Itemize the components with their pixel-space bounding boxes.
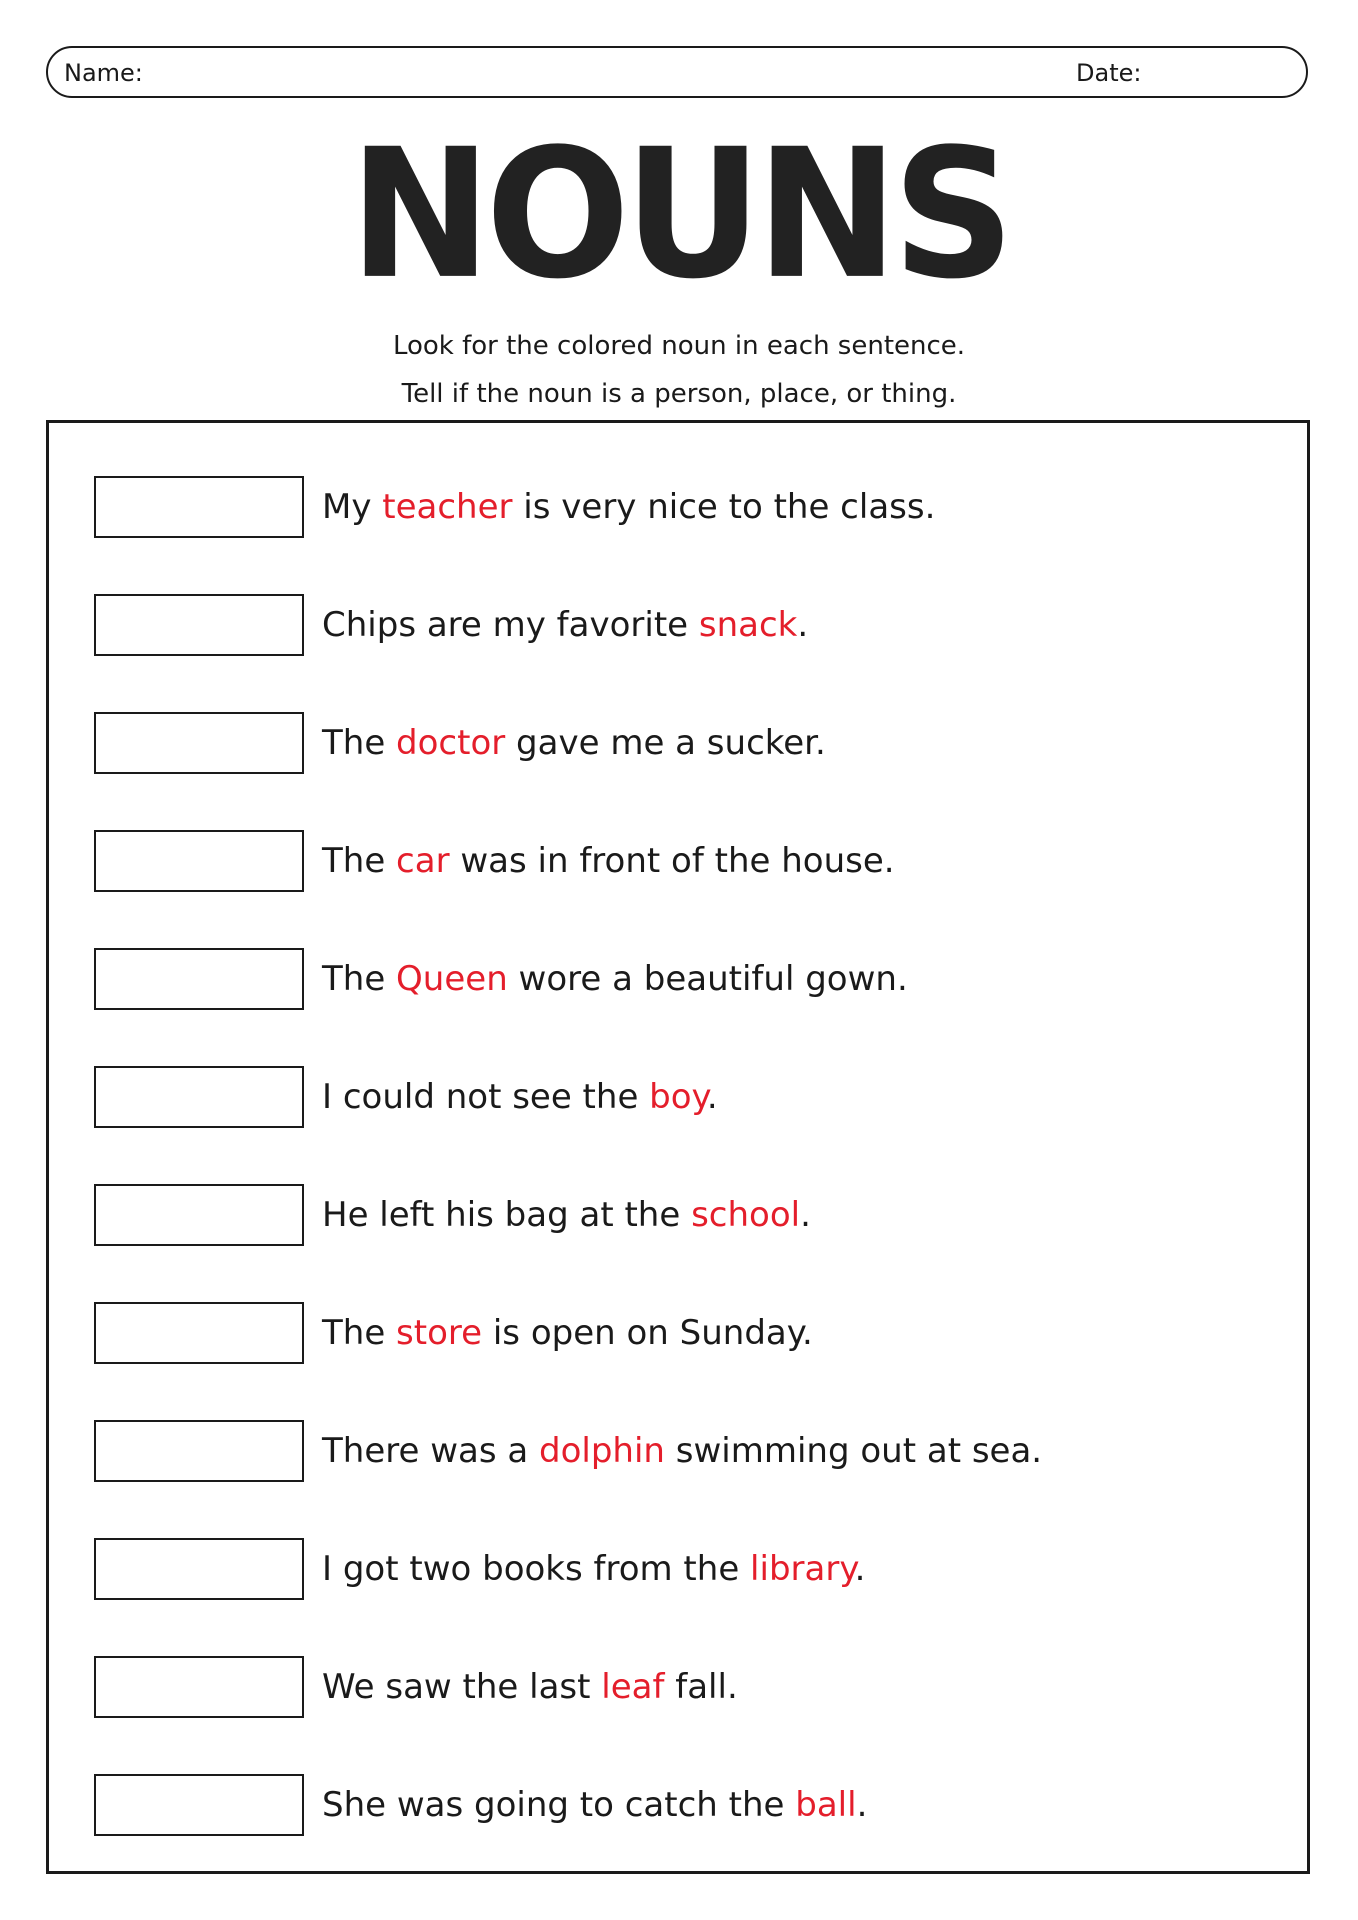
highlighted-noun: doctor xyxy=(396,723,506,763)
sentence-11 xyxy=(322,1666,738,1708)
answer-box-7[interactable] xyxy=(94,1184,304,1246)
sentence-text-after: wore a beautiful gown. xyxy=(507,959,908,999)
sentence-3 xyxy=(322,722,826,764)
answer-box-6[interactable] xyxy=(94,1066,304,1128)
sentence-row-4 xyxy=(94,830,1244,892)
sentence-text-before: The xyxy=(322,959,397,999)
answer-box-3[interactable] xyxy=(94,712,304,774)
name-date-bar xyxy=(46,46,1308,98)
sentence-text-after: gave me a sucker. xyxy=(505,723,826,763)
sentence-2 xyxy=(322,604,808,646)
sentence-5 xyxy=(322,958,908,1000)
sentence-text-before: The xyxy=(322,1313,397,1353)
sentence-row-11 xyxy=(94,1656,1244,1718)
answer-box-12[interactable] xyxy=(94,1774,304,1836)
highlighted-noun: school xyxy=(691,1195,801,1235)
sentence-10 xyxy=(322,1548,865,1590)
sentence-7 xyxy=(322,1194,811,1236)
sentence-text-after: . xyxy=(706,1077,718,1117)
sentence-text-before: I got two books from the xyxy=(322,1549,751,1589)
sentence-12 xyxy=(322,1784,867,1826)
sentence-row-1 xyxy=(94,476,1244,538)
sentence-text-after: . xyxy=(854,1549,866,1589)
sentence-text-after: . xyxy=(797,605,809,645)
highlighted-noun: boy xyxy=(649,1077,707,1117)
sentence-text-after: fall. xyxy=(664,1667,738,1707)
sentence-text-before: She was going to catch the xyxy=(322,1785,796,1825)
highlighted-noun: Queen xyxy=(396,959,508,999)
instruction-line-1: Look for the colored noun in each sentence. xyxy=(392,331,966,361)
sentence-row-7 xyxy=(94,1184,1244,1246)
answer-box-2[interactable] xyxy=(94,594,304,656)
sentence-text-before: I could not see the xyxy=(322,1077,650,1117)
answer-box-10[interactable] xyxy=(94,1538,304,1600)
sentence-text-after: . xyxy=(800,1195,811,1235)
answer-box-5[interactable] xyxy=(94,948,304,1010)
highlighted-noun: store xyxy=(396,1313,483,1353)
sentence-text-after: swimming out at sea. xyxy=(664,1431,1043,1471)
sentence-row-2 xyxy=(94,594,1244,656)
instructions xyxy=(0,322,1358,418)
worksheet-box xyxy=(46,420,1310,1874)
date-label: Date: xyxy=(1076,59,1142,87)
sentence-8 xyxy=(322,1312,813,1354)
highlighted-noun: library xyxy=(750,1549,855,1589)
highlighted-noun: snack xyxy=(698,605,798,645)
sentence-6 xyxy=(322,1076,718,1118)
sentence-text-before: The xyxy=(322,723,397,763)
sentence-9 xyxy=(322,1430,1042,1472)
answer-box-1[interactable] xyxy=(94,476,304,538)
sentence-row-5 xyxy=(94,948,1244,1010)
sentence-row-6 xyxy=(94,1066,1244,1128)
sentence-text-before: The xyxy=(322,841,397,881)
page-title: NOUNS xyxy=(349,111,1009,319)
name-label: Name: xyxy=(64,59,143,87)
instruction-line-2: Tell if the noun is a person, place, or thing. xyxy=(401,379,957,409)
sentence-text-after: is very nice to the class. xyxy=(512,487,936,527)
highlighted-noun: car xyxy=(396,841,450,881)
sentence-row-3 xyxy=(94,712,1244,774)
highlighted-noun: ball xyxy=(795,1785,857,1825)
sentence-row-9 xyxy=(94,1420,1244,1482)
sentence-text-after: is open on Sunday. xyxy=(482,1313,813,1353)
sentence-text-before: My xyxy=(322,487,383,527)
answer-box-11[interactable] xyxy=(94,1656,304,1718)
sentence-text-before: There was a xyxy=(322,1431,539,1471)
sentence-row-8 xyxy=(94,1302,1244,1364)
sentence-1 xyxy=(322,486,935,528)
sentence-text-before: We saw the last xyxy=(322,1667,602,1707)
sentence-text-before: He left his bag at the xyxy=(322,1195,692,1235)
answer-box-9[interactable] xyxy=(94,1420,304,1482)
sentence-text-after: . xyxy=(856,1785,868,1825)
answer-box-4[interactable] xyxy=(94,830,304,892)
highlighted-noun: leaf xyxy=(601,1667,665,1707)
highlighted-noun: teacher xyxy=(382,487,513,527)
sentence-text-before: Chips are my favorite xyxy=(322,605,699,645)
highlighted-noun: dolphin xyxy=(539,1431,665,1471)
sentence-row-10 xyxy=(94,1538,1244,1600)
sentence-text-after: was in front of the house. xyxy=(449,841,895,881)
sentence-row-12 xyxy=(94,1774,1244,1836)
answer-box-8[interactable] xyxy=(94,1302,304,1364)
sentence-4 xyxy=(322,840,895,882)
